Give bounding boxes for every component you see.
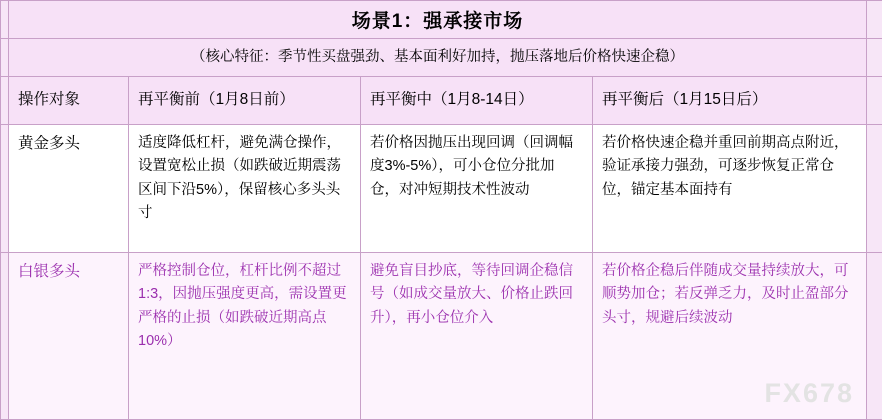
right-margin-cell [867, 77, 882, 125]
left-margin-cell [1, 1, 9, 39]
left-margin-cell [1, 253, 9, 420]
cell-silver-before: 严格控制仓位，杠杆比例不超过1:3，因抛压强度更高，需设置更严格的止损（如跌破近期高点10%） [129, 253, 361, 420]
column-header-before: 再平衡前（1月8日前） [129, 77, 361, 125]
left-margin-cell [1, 39, 9, 77]
cell-gold-during: 若价格因抛压出现回调（回调幅度3%-5%），可小仓位分批加仓，对冲短期技术性波动 [361, 125, 593, 253]
cell-gold-after: 若价格快速企稳并重回前期高点附近，验证承接力强劲，可逐步恢复正常仓位，锚定基本面持有 [593, 125, 867, 253]
cell-silver-after: 若价格企稳后伴随成交量持续放大，可顺势加仓；若反弹乏力，及时止盈部分头寸，规避后续波动 [593, 253, 867, 420]
right-margin-cell [867, 1, 882, 39]
row-label-gold-long: 黄金多头 [9, 125, 129, 253]
document-subtitle: （核心特征：季节性买盘强劲、基本面利好加持，抛压落地后价格快速企稳） [9, 39, 867, 77]
column-header-object: 操作对象 [9, 77, 129, 125]
table-row [1, 125, 882, 253]
column-header-during: 再平衡中（1月8-14日） [361, 77, 593, 125]
table-row [1, 253, 882, 420]
right-margin-cell [867, 39, 882, 77]
cell-gold-before: 适度降低杠杆，避免满仓操作，设置宽松止损（如跌破近期震荡区间下沿5%），保留核心多头头寸 [129, 125, 361, 253]
right-margin-cell [867, 253, 882, 420]
left-margin-cell [1, 125, 9, 253]
title-row [1, 1, 882, 39]
right-margin-cell [867, 125, 882, 253]
column-header-after: 再平衡后（1月15日后） [593, 77, 867, 125]
cell-silver-during: 避免盲目抄底，等待回调企稳信号（如成交量放大、价格止跌回升），再小仓位介入 [361, 253, 593, 420]
watermark: FX678 [764, 378, 854, 409]
document-title: 场景1：强承接市场 [9, 1, 867, 39]
table-header-row [1, 77, 882, 125]
subtitle-row [1, 39, 882, 77]
row-label-silver-long: 白银多头 [9, 253, 129, 420]
left-margin-cell [1, 77, 9, 125]
